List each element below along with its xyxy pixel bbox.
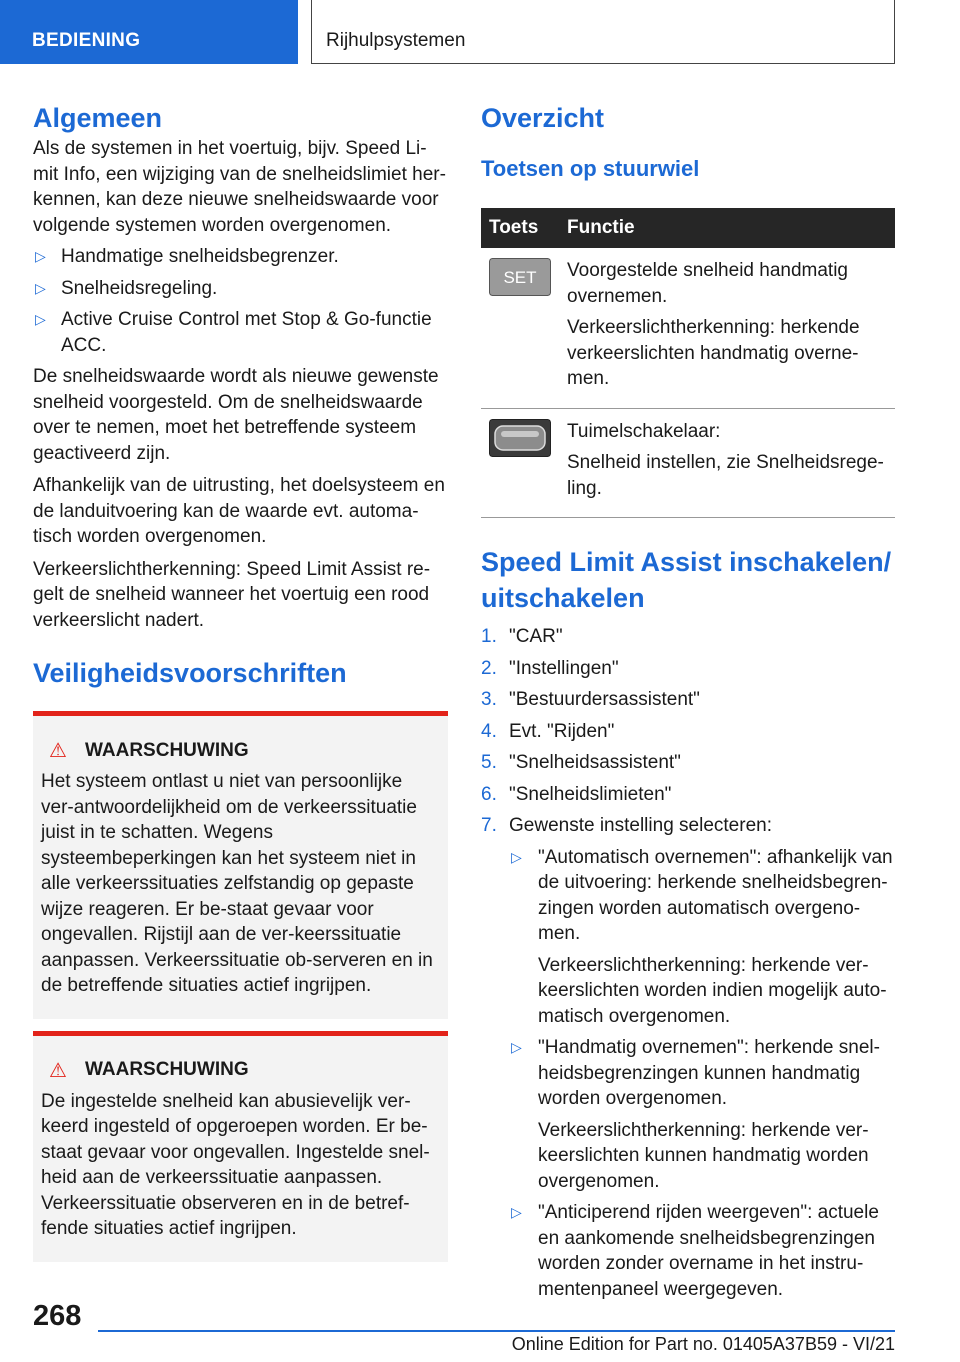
triangle-bullet-icon: ▷	[35, 248, 46, 264]
list-item: 5. "Snelheidsassistent"	[481, 752, 681, 773]
warning-box	[33, 1031, 448, 1262]
list-item: ▷ Active Cruise Control met Stop & Go-functie ACC.	[35, 309, 432, 356]
header-chapter-tab	[311, 0, 895, 64]
toggle-title: Speed Limit Assist inschakelen/ uitschakelen	[481, 547, 892, 613]
list-item: 4. Evt. "Rijden"	[481, 720, 615, 742]
header-section-tab	[0, 0, 298, 64]
rocker-switch-icon	[489, 419, 551, 457]
left-column	[33, 100, 448, 1262]
keys-table	[481, 208, 895, 518]
overview-title: Overzicht	[481, 103, 605, 133]
triangle-bullet-icon: ▷	[35, 311, 46, 327]
list-item: ▷ Snelheidsregeling.	[33, 276, 448, 302]
warning-title: WAARSCHUWING	[85, 739, 249, 761]
warning-text: Het systeem ontlast u niet van persoonlijke ver-antwoordelijkheid om de verkeerssituatie juist in te schatten. Wegens systeembeperkingen kan het systeem niet in alle verkeerssituaties zelfstandig op gepaste wijze reageren. Er be-staat gevaar voor ongevallen. Rijstijl aan de ver-keerssituatie aanpassen. Verkeerssituatie ob-serveren en in de betreffende situaties actief ingrijpen.	[41, 771, 433, 996]
list-item: 3. "Bestuurdersassistent"	[481, 689, 700, 710]
page-number: 268	[33, 1300, 82, 1332]
safety-title: Veiligheidsvoorschriften	[33, 658, 347, 688]
footer-edition: Online Edition for Part no. 01405A37B59 - VI/21	[511, 1334, 895, 1354]
triangle-bullet-icon: ▷	[511, 848, 522, 865]
table-header-row	[481, 208, 895, 248]
header-section: BEDIENING	[32, 30, 141, 51]
warning-title: WAARSCHUWING	[85, 1059, 249, 1080]
table-header-function: Functie	[559, 208, 895, 248]
general-list	[33, 244, 448, 358]
warning-text: De ingestelde snelheid kan abusievelijk ver-keerd ingesteld of opgeroepen worden. Er be-staat gevaar voor ongevallen. Ingestelde snel-heid aan de verkeerssituatie aanpassen. Verkeerssituatie observeren en in de betref-fende situaties actief ingrijpen.	[41, 1090, 430, 1239]
footer-divider	[98, 1330, 895, 1332]
function-text: Snelheid instellen, zie Snelheidsrege-ling.	[567, 452, 884, 499]
list-item: ▷ "Automatisch overnemen": afhankelijk van de uitvoering: herkende snelheidsbegren-zingen worden automatisch overgeno-men. Verkeerslichtherkenning: herkende ver-keerslichten worden indien mogelijk auto-matisch overgenomen.	[511, 846, 893, 1027]
general-paragraph: De snelheidswaarde wordt als nieuwe gewenste snelheid voorgesteld. Om de snelheidswaarde over te nemen, moet het betreffende systeem geactiveerd zijn.	[33, 366, 439, 464]
warning-triangle-icon: ⚠	[49, 1059, 67, 1082]
table-header-key: Toets	[481, 208, 559, 248]
set-button-icon	[489, 258, 551, 296]
function-text: Tuimelschakelaar:	[567, 420, 721, 442]
general-paragraph: Afhankelijk van de uitrusting, het doelsysteem en de landuitvoering kan de waarde evt. automa-tisch worden overgenomen.	[33, 475, 445, 547]
function-text: Verkeerslichtherkenning: herkende verkeerslichten handmatig overne-men.	[567, 317, 860, 389]
table-row	[481, 248, 895, 408]
steps-list	[481, 624, 895, 1302]
list-item: 1. "CAR"	[481, 626, 563, 647]
warning-box	[33, 711, 448, 1019]
list-item: 6. "Snelheidslimieten"	[481, 783, 672, 805]
list-item: ▷ "Anticiperend rijden weergeven": actuele en aankomende snelheidsbegrenzingen worden zonder overname in het instru-mentenpaneel weergegeven.	[511, 1202, 879, 1300]
list-item: 2. "Instellingen"	[481, 657, 619, 679]
table-row	[481, 408, 895, 518]
list-item: ▷ Handmatige snelheidsbegrenzer.	[33, 244, 448, 270]
header-chapter: Rijhulpsystemen	[326, 30, 466, 51]
triangle-bullet-icon: ▷	[35, 279, 46, 296]
general-title: Algemeen	[33, 103, 163, 133]
general-intro: Als de systemen in het voertuig, bijv. Speed Li-mit Info, een wijziging van de snelheidslimiet her-kennen, kan deze nieuwe snelheidswaarde voor volgende systemen worden overgenomen.	[33, 138, 446, 236]
function-text: Voorgestelde snelheid handmatig overnemen.	[567, 260, 848, 307]
triangle-bullet-icon: ▷	[511, 1039, 522, 1055]
list-item: ▷ "Handmatig overnemen": herkende snel-heidsbegrenzingen kunnen handmatig worden overgenomen. Verkeerslichtherkenning: herkende ver-keerslichten kunnen handmatig worden overgenomen.	[511, 1037, 880, 1192]
sub-list	[509, 845, 895, 1303]
set-button-label: SET	[503, 268, 537, 287]
buttons-title: Toetsen op stuurwiel	[481, 156, 700, 181]
general-paragraph: Verkeerslichtherkenning: Speed Limit Assist re-gelt de snelheid wanneer het voertuig een rood verkeerslicht nadert.	[33, 558, 431, 631]
list-item: 7. Gewenste instelling selecteren: ▷ "Automatisch overnemen": afhankelijk van de uitvoering: herkende snelheidsbegren-zingen worden automatisch overgeno-men. Verkeerslichtherkenning: herkende ver-keerslichten worden indien mogelijk auto-matisch overgenomen. ▷ "Handmatig overnemen": herkende snel-heidsbegrenzingen kunnen handmatig worden overgenomen. Verkeerslichtherkenning: herkende ver-keerslichten kunnen handmatig worden overgenomen. ▷ "Anticiperend rijden weergeven": actuele en aankomende snelheidsbegrenzingen worden zonder overname in het instru-mentenpaneel weergegeven.	[481, 813, 895, 1302]
triangle-bullet-icon: ▷	[511, 1204, 522, 1220]
right-column	[481, 100, 895, 1308]
warning-triangle-icon: ⚠	[49, 740, 67, 762]
